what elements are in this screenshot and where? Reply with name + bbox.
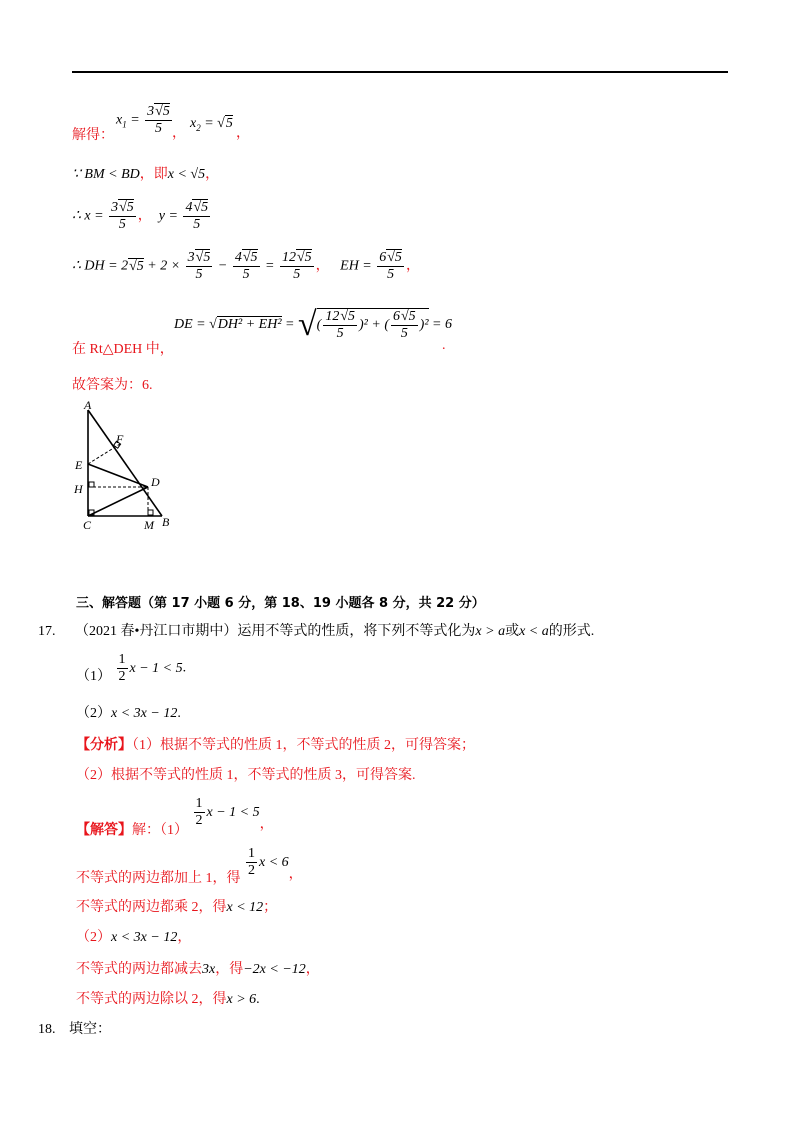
- q17-number: 17.: [38, 624, 56, 639]
- analysis-tag: 【分析】: [76, 738, 132, 753]
- label-b: B: [162, 515, 170, 529]
- q18-number: 18.: [38, 1022, 56, 1037]
- xy-line: ∴ x = $\frac{3√5}{5}$ ， y = $\frac{4√5}{5}$: [72, 200, 209, 232]
- dh-line: ∴ DH = 2√5 + 2 × $\frac{3√5}{5}$ − $\frac{4√5}{5}$ = $\frac{12√5}{5}$ ， EH = $\frac{6√5}{5}$ ，: [72, 250, 420, 282]
- q18-line: [38, 1018, 111, 1038]
- step1-line: 不等式的两边都加上 1，得 $\frac{1}{2}$ x < 6，: [76, 846, 303, 886]
- step5-line: 不等式的两边除以 2，得x > 6.: [76, 992, 260, 1007]
- right-angle-m: [148, 510, 153, 515]
- analysis-line-2: （2）根据不等式的性质 1，不等式的性质 3，可得答案.: [76, 768, 416, 783]
- q17-stem-line: [38, 620, 594, 640]
- root-x2: $x_2 = √5$: [190, 116, 233, 133]
- comma: ，: [172, 126, 186, 141]
- answer-intro: 解：（1）: [132, 822, 188, 838]
- label-e: E: [75, 458, 83, 472]
- step4-line: 不等式的两边都减去3x，得−2x < −12，: [76, 962, 320, 977]
- step3-expr: x < 3x − 12: [111, 930, 178, 945]
- step4-text: 不等式的两边都减去: [76, 962, 202, 977]
- step3-label: （2）: [76, 930, 111, 945]
- step1-text: 不等式的两边都加上 1，得: [76, 870, 241, 886]
- step4-mid: ，得: [215, 962, 244, 977]
- edge-ab: [88, 410, 162, 516]
- step4-expr: −2x < −12: [243, 962, 306, 977]
- solve-line: [72, 100, 114, 143]
- q17-p2-label: （2）: [76, 706, 111, 721]
- label-m: M: [144, 518, 154, 532]
- root-x1: $x_1$ = $\frac{3√5}{5}$: [116, 104, 170, 136]
- step3-line: （2）x < 3x − 12，: [76, 930, 192, 945]
- step5-text: 不等式的两边除以 2，得: [76, 992, 227, 1007]
- label-d: D: [151, 475, 160, 489]
- step2-end: ；: [263, 900, 278, 915]
- solve-label: 解得：: [72, 128, 114, 143]
- right-angle-h: [89, 482, 94, 487]
- section-heading: 三、解答题（第 17 小题 6 分，第 18、19 小题各 8 分，共 22 分）: [76, 596, 485, 611]
- step4-term: 3x: [202, 962, 216, 977]
- label-h: H: [74, 482, 83, 496]
- triangle-figure: [70, 398, 190, 538]
- q17-p2-expr: x < 3x − 12: [111, 706, 178, 721]
- answer-line: 故答案为：6.: [72, 378, 153, 393]
- q17-stem-end: 的形式.: [548, 624, 595, 639]
- step5-expr: x > 6: [226, 992, 257, 1007]
- q17-part2: （2）x < 3x − 12.: [76, 706, 181, 721]
- label-c: C: [83, 518, 92, 532]
- label-f: F: [116, 432, 124, 446]
- q18-text: 填空：: [69, 1022, 111, 1037]
- q17-form2: x < a: [519, 624, 549, 639]
- step2-text: 不等式的两边都乘 2，得: [76, 900, 227, 915]
- answer-tag: 【解答】: [76, 822, 132, 838]
- q17-form1: x > a: [475, 624, 506, 639]
- bm-line: [72, 163, 219, 183]
- answer-intro-line: 【解答】解：（1） $\frac{1}{2}$ x − 1 < 5，: [76, 796, 274, 838]
- q17-stem: （2021 春•丹江口市期中）运用不等式的性质，将下列不等式化为: [75, 624, 476, 639]
- analysis-1: （1）根据不等式的性质 1，不等式的性质 2，可得答案；: [132, 738, 475, 753]
- comma-2: ，: [236, 126, 250, 141]
- de-end: .: [442, 338, 446, 353]
- bm-end: ，: [205, 167, 220, 182]
- q17-part1: （1） $\frac{1}{2}$ x − 1 < 5.: [76, 652, 187, 684]
- bm-cond: x < √5: [167, 167, 206, 182]
- de-formula: DE = √DH² + EH² = √( $\frac{12√5}{5}$ )² + ( $\frac{6√5}{5}$ )² = 6: [174, 306, 452, 343]
- q17-or: 或: [505, 624, 520, 639]
- step2-expr: x < 12: [226, 900, 264, 915]
- edge-cd: [88, 487, 148, 516]
- top-rule: [72, 71, 728, 73]
- analysis-line-1: [76, 734, 475, 754]
- step2-line: [76, 896, 277, 916]
- edge-ed: [88, 464, 148, 487]
- label-a: A: [84, 398, 92, 412]
- de-prefix-text: 在 Rt△DEH 中，: [72, 342, 174, 357]
- de-prefix: [72, 338, 174, 358]
- q17-p1-label: （1）: [76, 668, 111, 684]
- bm-middle: ，即: [139, 167, 168, 182]
- bm-prefix: ∵ BM < BD: [72, 167, 140, 182]
